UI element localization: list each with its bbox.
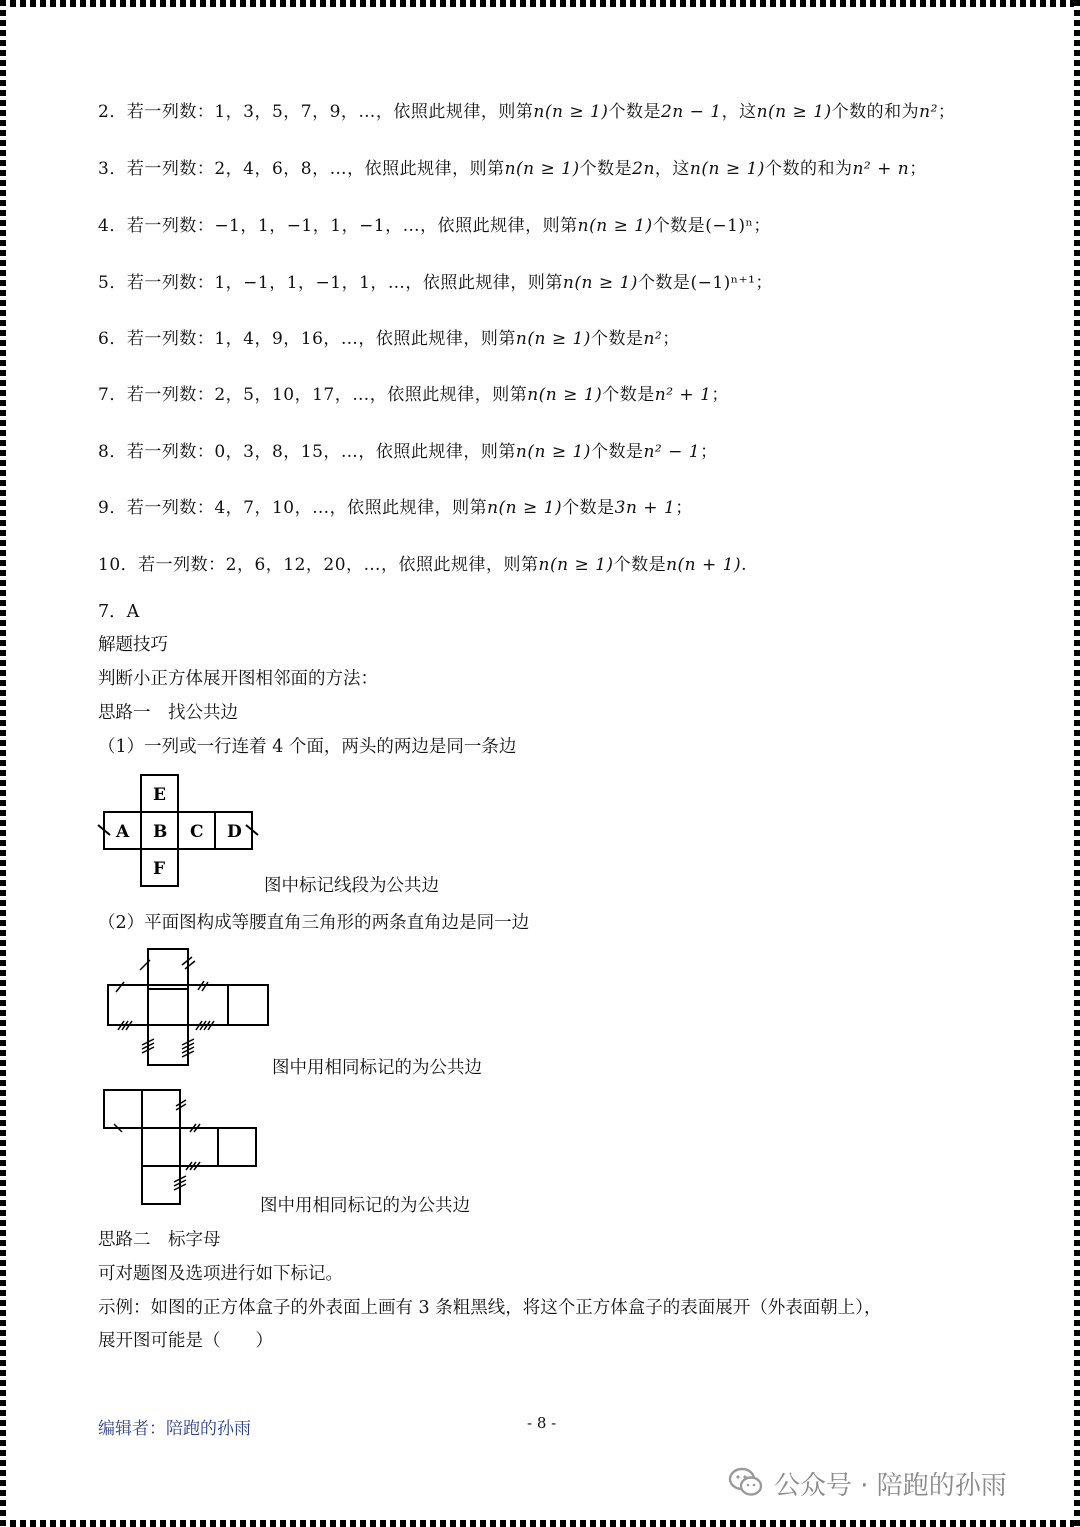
rule-fragment: .	[741, 555, 748, 575]
face-label-b: B	[153, 822, 168, 842]
caption-figure-two: 图中用相同标记的为公共边	[272, 1058, 482, 1078]
rule-fragment: 3n + 1	[614, 498, 676, 518]
rule-fragment: n	[487, 498, 499, 518]
face-label-f: F	[153, 859, 166, 879]
idea-two-heading: 思路二 标字母	[98, 1230, 221, 1250]
sequence-rule	[98, 437, 718, 462]
rule-fragment: n	[562, 273, 575, 293]
rule-fragment: 个数是	[590, 329, 644, 349]
rule-fragment: ；	[753, 216, 771, 236]
rule-fragment: (n ≥ 1)	[498, 498, 563, 518]
rule-fragment: (n ≥ 1)	[544, 102, 609, 122]
example-line-two: 展开图可能是（ ）	[98, 1331, 273, 1351]
rule-fragment: 2．若一列数：1，3，5，7，9，…，依照此规律，则第	[98, 102, 534, 122]
rule-fragment: ；	[675, 498, 693, 518]
rule-fragment: ；	[937, 102, 956, 122]
watermark-text: 公众号 · 陪跑的孙雨	[774, 1471, 1007, 1501]
footer-editor: 编辑者：陪跑的孙雨	[98, 1419, 251, 1439]
rule-fragment: 8．若一列数：0，3，8，15，…，依照此规律，则第	[98, 442, 516, 462]
rule-fragment: ，这	[654, 159, 690, 179]
rule-fragment: 个数是	[590, 442, 644, 462]
rule-fragment: 个数是	[613, 555, 667, 575]
rule-fragment: n	[533, 102, 545, 122]
rule-fragment: 9．若一列数：4，7，10，…，依照此规律，则第	[98, 498, 488, 518]
rule-fragment: (n ≥ 1)	[527, 442, 591, 462]
sequence-rule	[98, 550, 747, 575]
rule-fragment: 4．若一列数：−1，1，−1，1，−1，…，依照此规律，则第	[98, 216, 578, 236]
rule-fragment: n	[756, 102, 769, 122]
sequence-rule	[98, 268, 773, 293]
sequence-rule	[98, 211, 771, 236]
rule-fragment: 3．若一列数：2，4，6，8，…，依照此规律，则第	[98, 159, 505, 179]
rule-fragment: n²	[919, 102, 938, 122]
face-label-d: D	[227, 822, 242, 842]
rule-fragment: 个数是	[608, 102, 661, 122]
rule-fragment: 个数的和为	[831, 102, 920, 122]
answer-label: 7．A	[98, 602, 140, 622]
sequence-rule	[98, 380, 729, 405]
rule-fragment: n	[515, 442, 528, 462]
sequence-rule	[98, 493, 693, 518]
rule-fragment: n² + n	[852, 159, 910, 179]
rule-fragment: 5．若一列数：1，−1，1，−1，1，…，依照此规律，则第	[98, 273, 563, 293]
rule-fragment: n	[538, 555, 550, 575]
rule-fragment: (n ≥ 1)	[549, 555, 614, 575]
face-label-e: E	[153, 785, 166, 805]
dashed-border-right	[1074, 0, 1080, 1527]
rule-fragment: 6．若一列数：1，4，9，16，…，依照此规律，则第	[98, 329, 516, 349]
rule-fragment: n² + 1	[654, 385, 712, 405]
rule-fragment: ，这	[721, 102, 757, 122]
page-number: - 8 -	[527, 1414, 557, 1432]
rule-fragment: n	[504, 159, 517, 179]
rule-fragment: (−1)ⁿ⁺¹	[690, 273, 756, 293]
rule-fragment: n²	[643, 329, 663, 349]
rule-fragment: (n ≥ 1)	[768, 102, 832, 122]
sequence-rule	[98, 97, 955, 122]
rule-fragment: n	[515, 329, 528, 349]
rule-fragment: (n ≥ 1)	[527, 329, 591, 349]
rule-fragment: n² − 1	[643, 442, 701, 462]
cube-net-figure-labeled	[96, 773, 266, 888]
sequence-rule	[98, 324, 680, 349]
rule-fragment: (n ≥ 1)	[589, 216, 653, 236]
cube-net-figure-marked-one	[100, 945, 275, 1070]
face-label-c: C	[190, 822, 204, 842]
rule-fragment: n	[577, 216, 590, 236]
rule-fragment: n	[527, 385, 539, 405]
rule-fragment: 个数是	[637, 273, 691, 293]
point-two: （2）平面图构成等腰直角三角形的两条直角边是同一边	[98, 913, 530, 933]
rule-fragment: ；	[700, 442, 718, 462]
rule-fragment: 个数是	[562, 498, 615, 518]
cube-net-figure-marked-two	[96, 1084, 266, 1209]
rule-fragment: 2n − 1	[660, 102, 722, 122]
wechat-icon	[728, 1466, 764, 1498]
rule-fragment: (n ≥ 1)	[701, 159, 765, 179]
rule-fragment: (−1)ⁿ	[705, 216, 754, 236]
rule-fragment: 个数是	[602, 385, 655, 405]
rule-fragment: 个数的和为	[764, 159, 853, 179]
rule-fragment: n(n + 1)	[666, 555, 742, 575]
rule-fragment: ；	[711, 385, 729, 405]
rule-fragment: 7．若一列数：2，5，10，17，…，依照此规律，则第	[98, 385, 528, 405]
caption-figure-three: 图中用相同标记的为公共边	[260, 1196, 470, 1216]
tips-heading: 解题技巧	[98, 635, 168, 655]
rule-fragment: ；	[755, 273, 773, 293]
example-line-one: 示例：如图的正方体盒子的外表面上画有 3 条粗黑线，将这个正方体盒子的表面展开（外表面朝上），	[98, 1298, 882, 1318]
rule-fragment: 个数是	[579, 159, 633, 179]
rule-fragment: ；	[909, 159, 927, 179]
dashed-border-bottom	[0, 1520, 1080, 1527]
rule-fragment: (n ≥ 1)	[574, 273, 638, 293]
face-label-a: A	[116, 822, 130, 842]
rule-fragment: 2n	[632, 159, 655, 179]
rule-fragment: ；	[662, 329, 680, 349]
rule-fragment: n	[689, 159, 702, 179]
dashed-border-left	[0, 0, 6, 1527]
caption-figure-one: 图中标记线段为公共边	[264, 876, 439, 896]
rule-fragment: (n ≥ 1)	[538, 385, 603, 405]
rule-fragment: (n ≥ 1)	[516, 159, 580, 179]
idea-two-text: 可对题图及选项进行如下标记。	[98, 1264, 343, 1284]
dashed-border-top	[0, 0, 1080, 7]
rule-fragment: 10．若一列数：2，6，12，20，…，依照此规律，则第	[98, 555, 539, 575]
rule-fragment: 个数是	[652, 216, 706, 236]
tips-intro: 判断小正方体展开图相邻面的方法：	[98, 669, 378, 689]
sequence-rule	[98, 154, 927, 179]
idea-one-heading: 思路一 找公共边	[98, 703, 238, 723]
point-one: （1）一列或一行连着 4 个面，两头的两边是同一条边	[98, 737, 517, 757]
